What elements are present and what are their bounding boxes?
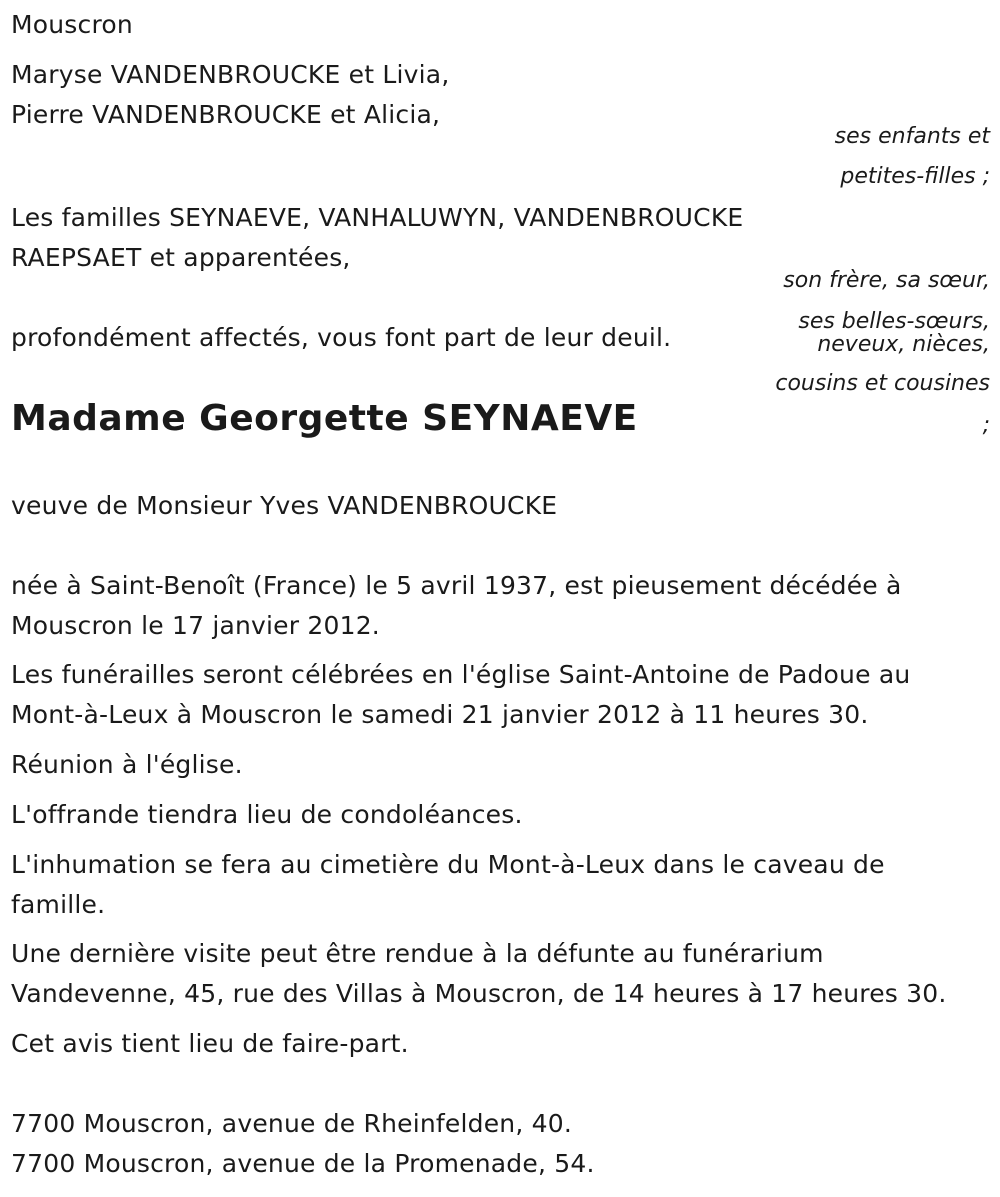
families-line-2: RAEPSAET et apparentées,: [11, 243, 351, 272]
meeting-line: Réunion à l'église.: [11, 750, 243, 779]
visit-line-2: Vandevenne, 45, rue des Villas à Mouscron, de 14 heures à 17 heures 30.: [11, 979, 947, 1008]
deceased-name: Madame Georgette SEYNAEVE: [11, 398, 638, 439]
offering-line: L'offrande tiendra lieu de condoléances.: [11, 800, 523, 829]
families-role-line-1: son frère, sa sœur,: [783, 268, 990, 293]
birth-line-1: née à Saint-Benoît (France) le 5 avril 1937, est pieusement décédée à: [11, 571, 902, 600]
children-role-line-1: ses enfants et: [834, 124, 990, 149]
widow-of: veuve de Monsieur Yves VANDENBROUCKE: [11, 491, 558, 520]
visit-line-1: Une dernière visite peut être rendue à la défunte au funérarium: [11, 939, 824, 968]
funeral-line-1: Les funérailles seront célébrées en l'église Saint-Antoine de Padoue au: [11, 660, 911, 689]
burial-line-2: famille.: [11, 890, 106, 919]
address-line-2: 7700 Mouscron, avenue de la Promenade, 54.: [11, 1149, 595, 1178]
funeral-line-2: Mont-à-Leux à Mouscron le samedi 21 janvier 2012 à 11 heures 30.: [11, 700, 869, 729]
address-line-1: 7700 Mouscron, avenue de Rheinfelden, 40.: [11, 1109, 572, 1138]
families-line-1: Les familles SEYNAEVE, VANHALUWYN, VANDENBROUCKE: [11, 203, 744, 232]
children-line-2: Pierre VANDENBROUCKE et Alicia,: [11, 100, 441, 129]
families-role-line-4: cousins et cousines: [775, 371, 990, 396]
notice-line: Cet avis tient lieu de faire-part.: [11, 1029, 409, 1058]
children-line-1: Maryse VANDENBROUCKE et Livia,: [11, 60, 450, 89]
burial-line-1: L'inhumation se fera au cimetière du Mont-à-Leux dans le caveau de: [11, 850, 885, 879]
families-role-line-3: neveux, nièces,: [817, 332, 990, 357]
birth-line-2: Mouscron le 17 janvier 2012.: [11, 611, 380, 640]
families-role-line-5: ;: [982, 413, 990, 438]
children-role-line-2: petites-filles ;: [840, 164, 990, 189]
families-role-line-2: ses belles-sœurs,: [798, 309, 990, 334]
affected-statement: profondément affectés, vous font part de leur deuil.: [11, 323, 672, 352]
city-heading: Mouscron: [11, 10, 133, 39]
